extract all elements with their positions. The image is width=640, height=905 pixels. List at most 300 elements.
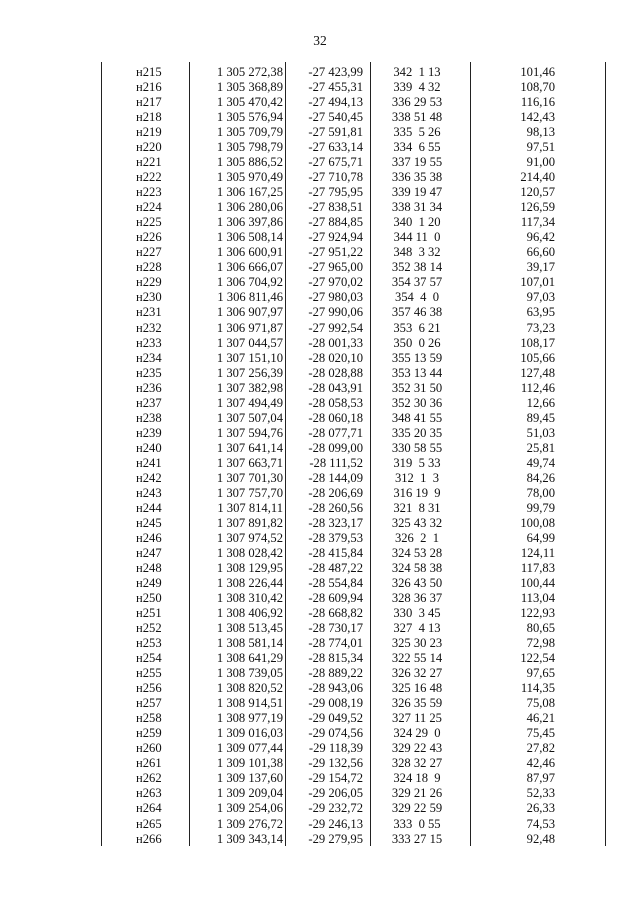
coord-x: 1 307 507,04 bbox=[216, 410, 283, 425]
point-name: н217 bbox=[136, 95, 162, 110]
direction-angle: 329 21 26 bbox=[391, 786, 443, 801]
distance: 78,00 bbox=[526, 485, 555, 500]
direction-angle: 354 37 57 bbox=[391, 275, 443, 290]
table-row bbox=[101, 711, 606, 726]
distance: 120,57 bbox=[520, 185, 555, 200]
distance: 108,70 bbox=[520, 80, 555, 95]
point-name: н264 bbox=[136, 801, 162, 816]
coord-x: 1 307 256,39 bbox=[216, 365, 283, 380]
table-row bbox=[101, 621, 606, 636]
direction-angle: 329 22 43 bbox=[391, 741, 443, 756]
distance: 116,16 bbox=[520, 95, 555, 110]
coord-x: 1 306 907,97 bbox=[216, 305, 283, 320]
distance: 73,23 bbox=[526, 320, 555, 335]
direction-angle: 357 46 38 bbox=[391, 305, 443, 320]
coord-x: 1 308 129,95 bbox=[216, 560, 283, 575]
distance: 99,79 bbox=[526, 500, 555, 515]
direction-angle: 352 38 14 bbox=[391, 260, 443, 275]
coord-y: -27 675,71 bbox=[308, 155, 363, 170]
point-name: н232 bbox=[136, 320, 162, 335]
point-name: н256 bbox=[136, 681, 162, 696]
coord-y: -28 060,18 bbox=[308, 410, 363, 425]
coord-y: -29 118,39 bbox=[308, 741, 363, 756]
distance: 72,98 bbox=[526, 636, 555, 651]
point-name: н251 bbox=[136, 606, 162, 621]
distance: 27,82 bbox=[526, 741, 555, 756]
distance: 112,46 bbox=[520, 380, 555, 395]
coord-y: -27 884,85 bbox=[308, 215, 363, 230]
distance: 117,34 bbox=[520, 215, 555, 230]
coord-x: 1 307 701,30 bbox=[216, 470, 283, 485]
direction-angle: 344 11 0 bbox=[393, 230, 441, 245]
coord-y: -28 144,09 bbox=[308, 470, 363, 485]
point-name: н255 bbox=[136, 666, 162, 681]
point-name: н216 bbox=[136, 80, 162, 95]
direction-angle: 326 2 1 bbox=[394, 530, 440, 545]
point-name: н223 bbox=[136, 185, 162, 200]
point-name: н263 bbox=[136, 786, 162, 801]
table-row bbox=[101, 351, 606, 366]
table-row bbox=[101, 832, 606, 847]
point-name: н238 bbox=[136, 410, 162, 425]
distance: 49,74 bbox=[526, 455, 555, 470]
distance: 100,08 bbox=[520, 515, 555, 530]
coord-y: -28 668,82 bbox=[308, 606, 363, 621]
table-row bbox=[101, 486, 606, 501]
direction-angle: 337 19 55 bbox=[391, 155, 443, 170]
point-name: н248 bbox=[136, 560, 162, 575]
table-row bbox=[101, 441, 606, 456]
distance: 80,65 bbox=[526, 621, 555, 636]
distance: 25,81 bbox=[526, 440, 555, 455]
direction-angle: 330 58 55 bbox=[391, 440, 443, 455]
coord-y: -29 232,72 bbox=[308, 801, 363, 816]
direction-angle: 324 29 0 bbox=[393, 726, 441, 741]
table-row bbox=[101, 651, 606, 666]
table-row bbox=[101, 411, 606, 426]
coord-x: 1 305 970,49 bbox=[216, 170, 283, 185]
distance: 64,99 bbox=[526, 530, 555, 545]
point-name: н254 bbox=[136, 651, 162, 666]
direction-angle: 325 16 48 bbox=[391, 681, 443, 696]
coord-x: 1 305 709,79 bbox=[216, 125, 283, 140]
coord-x: 1 307 044,57 bbox=[216, 335, 283, 350]
coord-x: 1 308 028,42 bbox=[216, 545, 283, 560]
point-name: н233 bbox=[136, 335, 162, 350]
coord-y: -28 111,52 bbox=[309, 455, 363, 470]
table-row bbox=[101, 471, 606, 486]
coord-x: 1 305 368,89 bbox=[216, 80, 283, 95]
point-name: н266 bbox=[136, 831, 162, 846]
table-row bbox=[101, 336, 606, 351]
table-row bbox=[101, 260, 606, 275]
coord-x: 1 307 641,14 bbox=[216, 440, 283, 455]
distance: 87,97 bbox=[526, 771, 555, 786]
point-name: н224 bbox=[136, 200, 162, 215]
coord-y: -27 540,45 bbox=[308, 110, 363, 125]
distance: 52,33 bbox=[526, 786, 555, 801]
direction-angle: 330 3 45 bbox=[393, 606, 441, 621]
table-row bbox=[101, 696, 606, 711]
coord-y: -28 379,53 bbox=[308, 530, 363, 545]
direction-angle: 333 0 55 bbox=[393, 816, 441, 831]
coord-y: -28 028,88 bbox=[308, 365, 363, 380]
coord-x: 1 307 814,11 bbox=[217, 500, 283, 515]
direction-angle: 328 32 27 bbox=[391, 756, 443, 771]
direction-angle: 326 35 59 bbox=[391, 696, 443, 711]
point-name: н265 bbox=[136, 816, 162, 831]
point-name: н228 bbox=[136, 260, 162, 275]
coord-y: -27 951,22 bbox=[308, 245, 363, 260]
direction-angle: 339 4 32 bbox=[393, 80, 441, 95]
coord-x: 1 306 167,25 bbox=[216, 185, 283, 200]
coord-x: 1 308 310,42 bbox=[216, 591, 283, 606]
coord-x: 1 305 798,79 bbox=[216, 140, 283, 155]
table-row bbox=[101, 817, 606, 832]
point-name: н220 bbox=[136, 140, 162, 155]
table-row bbox=[101, 396, 606, 411]
distance: 96,42 bbox=[526, 230, 555, 245]
table-row bbox=[101, 140, 606, 155]
coord-y: -28 730,17 bbox=[308, 621, 363, 636]
direction-angle: 324 18 9 bbox=[393, 771, 441, 786]
page-number: 32 bbox=[313, 33, 327, 48]
distance: 105,66 bbox=[520, 350, 555, 365]
direction-angle: 326 32 27 bbox=[391, 666, 443, 681]
coord-x: 1 306 508,14 bbox=[216, 230, 283, 245]
point-name: н221 bbox=[136, 155, 162, 170]
distance: 124,11 bbox=[520, 545, 555, 560]
direction-angle: 322 55 14 bbox=[391, 651, 443, 666]
coord-y: -29 132,56 bbox=[308, 756, 363, 771]
point-name: н227 bbox=[136, 245, 162, 260]
table-row bbox=[101, 501, 606, 516]
direction-angle: 340 1 20 bbox=[393, 215, 441, 230]
direction-angle: 329 22 59 bbox=[391, 801, 443, 816]
table-row bbox=[101, 531, 606, 546]
point-name: н236 bbox=[136, 380, 162, 395]
point-name: н260 bbox=[136, 741, 162, 756]
coord-y: -28 889,22 bbox=[308, 666, 363, 681]
direction-angle: 333 27 15 bbox=[391, 831, 443, 846]
coord-y: -27 710,78 bbox=[308, 170, 363, 185]
distance: 108,17 bbox=[520, 335, 555, 350]
point-name: н218 bbox=[136, 110, 162, 125]
distance: 92,48 bbox=[526, 831, 555, 846]
coord-y: -29 154,72 bbox=[308, 771, 363, 786]
table-row bbox=[101, 170, 606, 185]
coord-x: 1 306 397,86 bbox=[216, 215, 283, 230]
coord-x: 1 309 254,06 bbox=[216, 801, 283, 816]
table-row bbox=[101, 155, 606, 170]
direction-angle: 338 31 34 bbox=[391, 200, 443, 215]
coord-x: 1 307 594,76 bbox=[216, 425, 283, 440]
coord-x: 1 309 343,14 bbox=[216, 831, 283, 846]
table-row bbox=[101, 215, 606, 230]
point-name: н245 bbox=[136, 515, 162, 530]
coordinates-table bbox=[101, 62, 606, 846]
distance: 26,33 bbox=[526, 801, 555, 816]
coord-y: -28 943,06 bbox=[308, 681, 363, 696]
direction-angle: 316 19 9 bbox=[393, 485, 441, 500]
direction-angle: 324 58 38 bbox=[391, 560, 443, 575]
coord-y: -28 487,22 bbox=[308, 560, 363, 575]
table-row bbox=[101, 786, 606, 801]
distance: 98,13 bbox=[526, 125, 555, 140]
coord-y: -27 423,99 bbox=[308, 65, 363, 79]
coord-y: -28 774,01 bbox=[308, 636, 363, 651]
table-row bbox=[101, 230, 606, 245]
direction-angle: 352 30 36 bbox=[391, 395, 443, 410]
table-row bbox=[101, 561, 606, 576]
coord-y: -27 591,81 bbox=[308, 125, 363, 140]
distance: 113,04 bbox=[520, 591, 555, 606]
coord-x: 1 308 820,52 bbox=[216, 681, 283, 696]
coord-x: 1 305 272,38 bbox=[216, 65, 283, 79]
table-row bbox=[101, 366, 606, 381]
coord-y: -28 554,84 bbox=[308, 576, 363, 591]
table-row bbox=[101, 290, 606, 305]
direction-angle: 321 8 31 bbox=[393, 500, 441, 515]
direction-angle: 324 53 28 bbox=[391, 545, 443, 560]
coord-x: 1 306 811,46 bbox=[217, 290, 283, 305]
distance: 117,83 bbox=[520, 560, 555, 575]
distance: 75,08 bbox=[526, 696, 555, 711]
table-row bbox=[101, 381, 606, 396]
coord-x: 1 306 704,92 bbox=[216, 275, 283, 290]
distance: 63,95 bbox=[526, 305, 555, 320]
coord-x: 1 307 382,98 bbox=[216, 380, 283, 395]
coord-x: 1 306 600,91 bbox=[216, 245, 283, 260]
point-name: н231 bbox=[136, 305, 162, 320]
coord-y: -27 965,00 bbox=[308, 260, 363, 275]
point-name: н262 bbox=[136, 771, 162, 786]
point-name: н244 bbox=[136, 500, 162, 515]
table-row bbox=[101, 591, 606, 606]
distance: 12,66 bbox=[526, 395, 555, 410]
direction-angle: 342 1 13 bbox=[393, 65, 441, 79]
point-name: н230 bbox=[136, 290, 162, 305]
direction-angle: 348 41 55 bbox=[391, 410, 443, 425]
table-row bbox=[101, 756, 606, 771]
distance: 91,00 bbox=[526, 155, 555, 170]
direction-angle: 352 31 50 bbox=[391, 380, 443, 395]
point-name: н243 bbox=[136, 485, 162, 500]
distance: 100,44 bbox=[520, 576, 555, 591]
coord-y: -29 206,05 bbox=[308, 786, 363, 801]
coord-x: 1 308 581,14 bbox=[216, 636, 283, 651]
point-name: н222 bbox=[136, 170, 162, 185]
coord-y: -28 260,56 bbox=[308, 500, 363, 515]
coord-y: -28 609,94 bbox=[308, 591, 363, 606]
direction-angle: 338 51 48 bbox=[391, 110, 443, 125]
distance: 97,03 bbox=[526, 290, 555, 305]
direction-angle: 334 6 55 bbox=[393, 140, 441, 155]
point-name: н237 bbox=[136, 395, 162, 410]
point-name: н239 bbox=[136, 425, 162, 440]
coord-x: 1 309 077,44 bbox=[216, 741, 283, 756]
coord-y: -28 323,17 bbox=[308, 515, 363, 530]
point-name: н229 bbox=[136, 275, 162, 290]
distance: 107,01 bbox=[520, 275, 555, 290]
distance: 126,59 bbox=[520, 200, 555, 215]
distance: 214,40 bbox=[520, 170, 555, 185]
distance: 66,60 bbox=[526, 245, 555, 260]
coord-x: 1 305 886,52 bbox=[216, 155, 283, 170]
coord-y: -27 633,14 bbox=[308, 140, 363, 155]
coord-y: -28 077,71 bbox=[308, 425, 363, 440]
table-row bbox=[101, 275, 606, 290]
coord-y: -28 099,00 bbox=[308, 440, 363, 455]
point-name: н225 bbox=[136, 215, 162, 230]
coord-y: -27 924,94 bbox=[308, 230, 363, 245]
point-name: н261 bbox=[136, 756, 162, 771]
coord-x: 1 307 974,52 bbox=[216, 530, 283, 545]
coord-y: -28 206,69 bbox=[308, 485, 363, 500]
point-name: н226 bbox=[136, 230, 162, 245]
coord-x: 1 307 151,10 bbox=[216, 350, 283, 365]
coord-x: 1 307 891,82 bbox=[216, 515, 283, 530]
coord-x: 1 306 971,87 bbox=[216, 320, 283, 335]
point-name: н250 bbox=[136, 591, 162, 606]
direction-angle: 335 20 35 bbox=[391, 425, 443, 440]
coord-x: 1 308 513,45 bbox=[216, 621, 283, 636]
distance: 84,26 bbox=[526, 470, 555, 485]
coord-y: -29 049,52 bbox=[308, 711, 363, 726]
direction-angle: 325 43 32 bbox=[391, 515, 443, 530]
distance: 122,54 bbox=[520, 651, 555, 666]
distance: 97,65 bbox=[526, 666, 555, 681]
direction-angle: 312 1 3 bbox=[394, 470, 440, 485]
coord-y: -28 020,10 bbox=[308, 350, 363, 365]
table-row bbox=[101, 65, 606, 80]
table-row bbox=[101, 245, 606, 260]
point-name: н241 bbox=[136, 455, 162, 470]
point-name: н234 bbox=[136, 350, 162, 365]
coord-x: 1 306 666,07 bbox=[216, 260, 283, 275]
point-name: н242 bbox=[136, 470, 162, 485]
point-name: н249 bbox=[136, 576, 162, 591]
direction-angle: 350 0 26 bbox=[393, 335, 441, 350]
coord-y: -27 795,95 bbox=[308, 185, 363, 200]
coord-x: 1 307 494,49 bbox=[216, 395, 283, 410]
table-row bbox=[101, 606, 606, 621]
coord-y: -27 992,54 bbox=[308, 320, 363, 335]
direction-angle: 348 3 32 bbox=[393, 245, 441, 260]
direction-angle: 328 36 37 bbox=[391, 591, 443, 606]
coord-y: -29 074,56 bbox=[308, 726, 363, 741]
distance: 114,35 bbox=[520, 681, 555, 696]
direction-angle: 353 13 44 bbox=[391, 365, 443, 380]
point-name: н235 bbox=[136, 365, 162, 380]
direction-angle: 319 5 33 bbox=[393, 455, 441, 470]
table-row bbox=[101, 456, 606, 471]
point-name: н219 bbox=[136, 125, 162, 140]
coord-x: 1 307 757,70 bbox=[216, 485, 283, 500]
direction-angle: 335 5 26 bbox=[393, 125, 441, 140]
distance: 42,46 bbox=[526, 756, 555, 771]
distance: 74,53 bbox=[526, 816, 555, 831]
table-row bbox=[101, 426, 606, 441]
distance: 122,93 bbox=[520, 606, 555, 621]
table-row bbox=[101, 546, 606, 561]
coord-x: 1 308 226,44 bbox=[216, 576, 283, 591]
coord-x: 1 309 276,72 bbox=[216, 816, 283, 831]
distance: 89,45 bbox=[526, 410, 555, 425]
coord-x: 1 308 641,29 bbox=[216, 651, 283, 666]
distance: 97,51 bbox=[526, 140, 555, 155]
direction-angle: 355 13 59 bbox=[391, 350, 443, 365]
coord-x: 1 309 101,38 bbox=[216, 756, 283, 771]
table-row bbox=[101, 681, 606, 696]
table-row bbox=[101, 321, 606, 336]
direction-angle: 339 19 47 bbox=[391, 185, 443, 200]
distance: 75,45 bbox=[526, 726, 555, 741]
coord-x: 1 305 470,42 bbox=[216, 95, 283, 110]
coord-y: -28 043,91 bbox=[308, 380, 363, 395]
coord-y: -27 838,51 bbox=[308, 200, 363, 215]
distance: 142,43 bbox=[520, 110, 555, 125]
direction-angle: 326 43 50 bbox=[391, 576, 443, 591]
direction-angle: 336 29 53 bbox=[391, 95, 443, 110]
point-name: н252 bbox=[136, 621, 162, 636]
coord-y: -27 970,02 bbox=[308, 275, 363, 290]
table-row bbox=[101, 741, 606, 756]
point-name: н240 bbox=[136, 440, 162, 455]
table-row bbox=[101, 95, 606, 110]
coord-y: -27 980,03 bbox=[308, 290, 363, 305]
table-row bbox=[101, 771, 606, 786]
coord-x: 1 307 663,71 bbox=[216, 455, 283, 470]
coord-y: -29 008,19 bbox=[308, 696, 363, 711]
coord-y: -29 279,95 bbox=[308, 831, 363, 846]
table-row bbox=[101, 110, 606, 125]
table-row bbox=[101, 726, 606, 741]
direction-angle: 327 11 25 bbox=[392, 711, 442, 726]
table-row bbox=[101, 185, 606, 200]
coord-y: -28 815,34 bbox=[308, 651, 363, 666]
coord-y: -27 455,31 bbox=[308, 80, 363, 95]
direction-angle: 354 4 0 bbox=[394, 290, 440, 305]
direction-angle: 336 35 38 bbox=[391, 170, 443, 185]
distance: 101,46 bbox=[520, 65, 555, 79]
table-row bbox=[101, 636, 606, 651]
coord-x: 1 309 016,03 bbox=[216, 726, 283, 741]
coord-x: 1 309 209,04 bbox=[216, 786, 283, 801]
coord-y: -28 058,53 bbox=[308, 395, 363, 410]
point-name: н215 bbox=[136, 65, 162, 79]
point-name: н258 bbox=[136, 711, 162, 726]
coord-y: -28 001,33 bbox=[308, 335, 363, 350]
coord-y: -27 494,13 bbox=[308, 95, 363, 110]
coord-y: -29 246,13 bbox=[308, 816, 363, 831]
coord-x: 1 309 137,60 bbox=[216, 771, 283, 786]
point-name: н259 bbox=[136, 726, 162, 741]
coord-x: 1 308 914,51 bbox=[216, 696, 283, 711]
coord-x: 1 308 406,92 bbox=[216, 606, 283, 621]
coord-x: 1 308 977,19 bbox=[216, 711, 283, 726]
table-row bbox=[101, 305, 606, 320]
point-name: н247 bbox=[136, 545, 162, 560]
direction-angle: 327 4 13 bbox=[393, 621, 441, 636]
table-row bbox=[101, 576, 606, 591]
distance: 127,48 bbox=[520, 365, 555, 380]
table-row bbox=[101, 516, 606, 531]
direction-angle: 353 6 21 bbox=[393, 320, 441, 335]
coord-y: -27 990,06 bbox=[308, 305, 363, 320]
coord-x: 1 308 739,05 bbox=[216, 666, 283, 681]
distance: 46,21 bbox=[526, 711, 555, 726]
